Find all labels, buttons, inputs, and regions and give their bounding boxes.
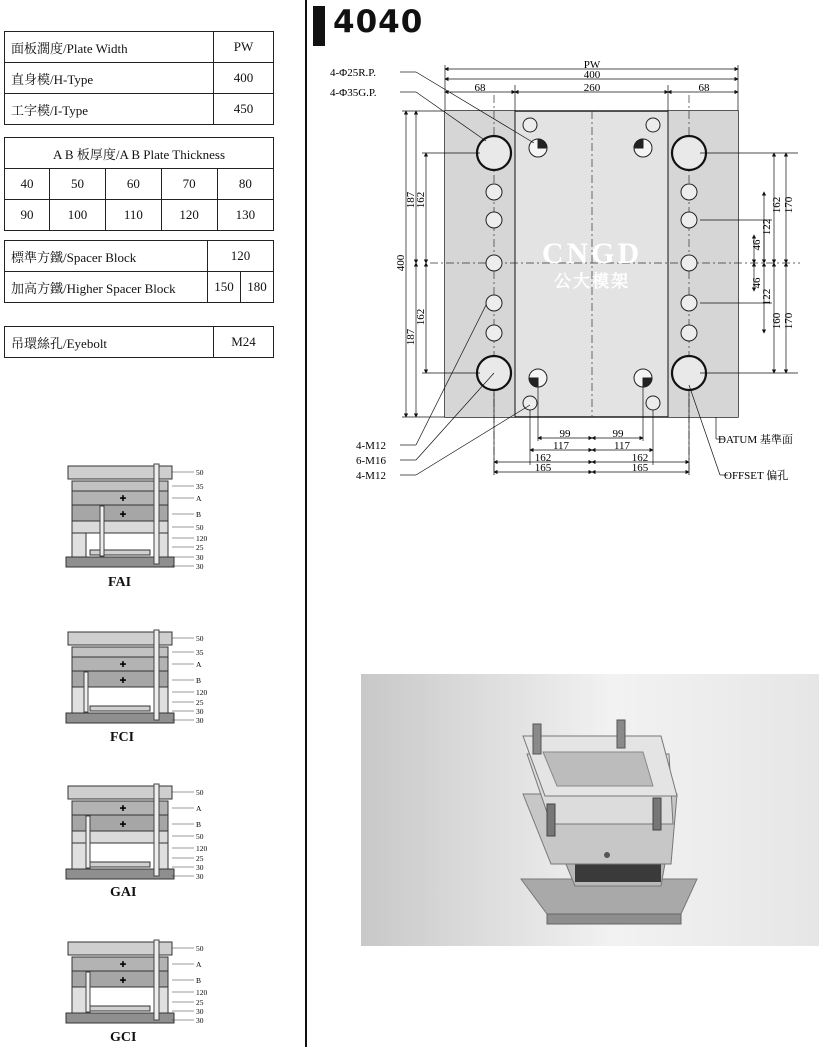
layer-label: 50 (196, 944, 204, 953)
ab-value: 90 (5, 200, 50, 231)
layer-label: A (196, 960, 202, 969)
layer-label: 30 (196, 553, 204, 562)
callout-m12: 4-M12 (356, 440, 386, 452)
higher-spacer-value: 150 (208, 272, 241, 303)
callout-offset: OFFSET 偏孔 (724, 470, 789, 482)
ab-value: 60 (106, 169, 161, 200)
mold-type-label: GCI (110, 1030, 137, 1045)
logo-text: CNGD (541, 237, 643, 270)
layer-label: 25 (196, 698, 204, 707)
guide-pillar-hole (477, 136, 511, 170)
callout-datum: DATUM 基準面 (718, 434, 793, 446)
logo-subtext: 公大模架 (554, 272, 630, 291)
dim-400: 400 (583, 69, 601, 81)
mold-base-photo (361, 674, 819, 946)
mold-diagram-gai (62, 782, 242, 884)
svg-text:✚: ✚ (119, 976, 127, 985)
i-type-value: 450 (214, 94, 274, 125)
higher-spacer-label: 加高方鐵/Higher Spacer Block (5, 272, 208, 303)
dim-46: 46 (751, 277, 763, 289)
layer-label: 25 (196, 998, 204, 1007)
ab-value: 40 (5, 169, 50, 200)
dim-162: 162 (631, 452, 649, 464)
svg-text:✚: ✚ (119, 660, 127, 669)
mold-type-label: GAI (110, 885, 137, 900)
svg-text:✚: ✚ (119, 804, 127, 813)
series-title: 4040 (333, 4, 424, 40)
layer-label: A (196, 494, 202, 503)
layer-label: 120 (196, 534, 208, 543)
eyebolt-label: 吊環絲孔/Eyebolt (5, 327, 214, 358)
spacer-table (4, 240, 274, 303)
layer-label: 25 (196, 543, 204, 552)
layer-label: 50 (196, 788, 204, 797)
mold-type-label: FAI (108, 575, 132, 590)
dim-117: 117 (552, 440, 570, 452)
spacer-label: 標準方鐵/Spacer Block (5, 241, 208, 272)
layer-label: 30 (196, 1007, 204, 1016)
layer-label: 30 (196, 707, 204, 716)
ab-value: 130 (217, 200, 273, 231)
dim-162: 162 (415, 191, 427, 209)
dim-68: 68 (698, 82, 710, 94)
title-bar (313, 6, 325, 46)
higher-spacer-value: 180 (241, 272, 274, 303)
dim-170: 170 (783, 196, 795, 214)
ab-thickness-label: A B 板厚度/A B Plate Thickness (5, 138, 274, 169)
layer-label: 120 (196, 844, 208, 853)
dim-46: 46 (751, 239, 763, 251)
mold-diagram-fci (62, 628, 242, 728)
layer-label: 50 (196, 832, 204, 841)
layer-label: 35 (196, 482, 204, 491)
layer-label: 25 (196, 854, 204, 863)
eyebolt-table (4, 326, 274, 358)
ab-value: 110 (106, 200, 161, 231)
layer-label: B (196, 820, 202, 829)
svg-text:✚: ✚ (119, 494, 127, 503)
dim-165: 165 (631, 462, 649, 474)
layer-label: 30 (196, 562, 204, 571)
ab-value: 80 (217, 169, 273, 200)
svg-text:✚: ✚ (119, 960, 127, 969)
i-type-label: 工字模/I-Type (5, 94, 214, 125)
ab-value: 120 (161, 200, 217, 231)
layer-label: A (196, 804, 202, 813)
plate-width-header: PW (214, 32, 274, 63)
h-type-value: 400 (214, 63, 274, 94)
callout-m16: 6-M16 (356, 455, 386, 467)
dim-99: 99 (612, 428, 624, 440)
ab-value: 70 (161, 169, 217, 200)
layer-label: 30 (196, 863, 204, 872)
layer-label: 50 (196, 468, 204, 477)
layer-label: B (196, 676, 202, 685)
layer-label: 120 (196, 688, 208, 697)
dim-68: 68 (474, 82, 486, 94)
callout-m12: 4-M12 (356, 470, 386, 482)
layer-label: 30 (196, 716, 204, 725)
ab-value: 50 (49, 169, 105, 200)
mold-diagram-gci (62, 938, 242, 1028)
eyebolt-value: M24 (214, 327, 274, 358)
svg-text:✚: ✚ (119, 510, 127, 519)
layer-label: 30 (196, 872, 204, 881)
dim-160: 160 (771, 312, 783, 330)
dim-187: 187 (405, 191, 417, 209)
dim-162: 162 (534, 452, 552, 464)
column-divider (305, 0, 307, 1047)
plate-width-label: 面板濶度/Plate Width (5, 32, 214, 63)
mold-base-drawing (320, 55, 820, 495)
dim-162: 162 (771, 196, 783, 214)
layer-label: B (196, 510, 202, 519)
dim-400-vertical: 400 (395, 254, 407, 272)
callout-guide-pins: 4-Φ35G.P. (330, 87, 377, 99)
ab-value: 100 (49, 200, 105, 231)
layer-label: B (196, 976, 202, 985)
dim-122: 122 (761, 218, 773, 236)
mold-type-label: FCI (110, 730, 135, 745)
layer-label: 35 (196, 648, 204, 657)
dim-122: 122 (761, 288, 773, 306)
layer-label: 50 (196, 634, 204, 643)
mold-diagram-fai (62, 462, 242, 574)
dim-162: 162 (415, 308, 427, 326)
dim-170: 170 (783, 312, 795, 330)
dim-260: 260 (583, 82, 601, 94)
layer-label: A (196, 660, 202, 669)
spacer-value: 120 (208, 241, 274, 272)
svg-text:✚: ✚ (119, 820, 127, 829)
dim-117: 117 (613, 440, 631, 452)
layer-label: 120 (196, 988, 208, 997)
svg-text:✚: ✚ (119, 676, 127, 685)
dim-99: 99 (559, 428, 571, 440)
callout-return-pins: 4-Φ25R.P. (330, 67, 376, 79)
plate-width-table (4, 31, 274, 125)
layer-label: 30 (196, 1016, 204, 1025)
dim-165: 165 (534, 462, 552, 474)
dim-187: 187 (405, 328, 417, 346)
dim-pw: PW (583, 59, 601, 71)
h-type-label: 直身模/H-Type (5, 63, 214, 94)
layer-label: 50 (196, 523, 204, 532)
ab-thickness-table (4, 137, 274, 231)
